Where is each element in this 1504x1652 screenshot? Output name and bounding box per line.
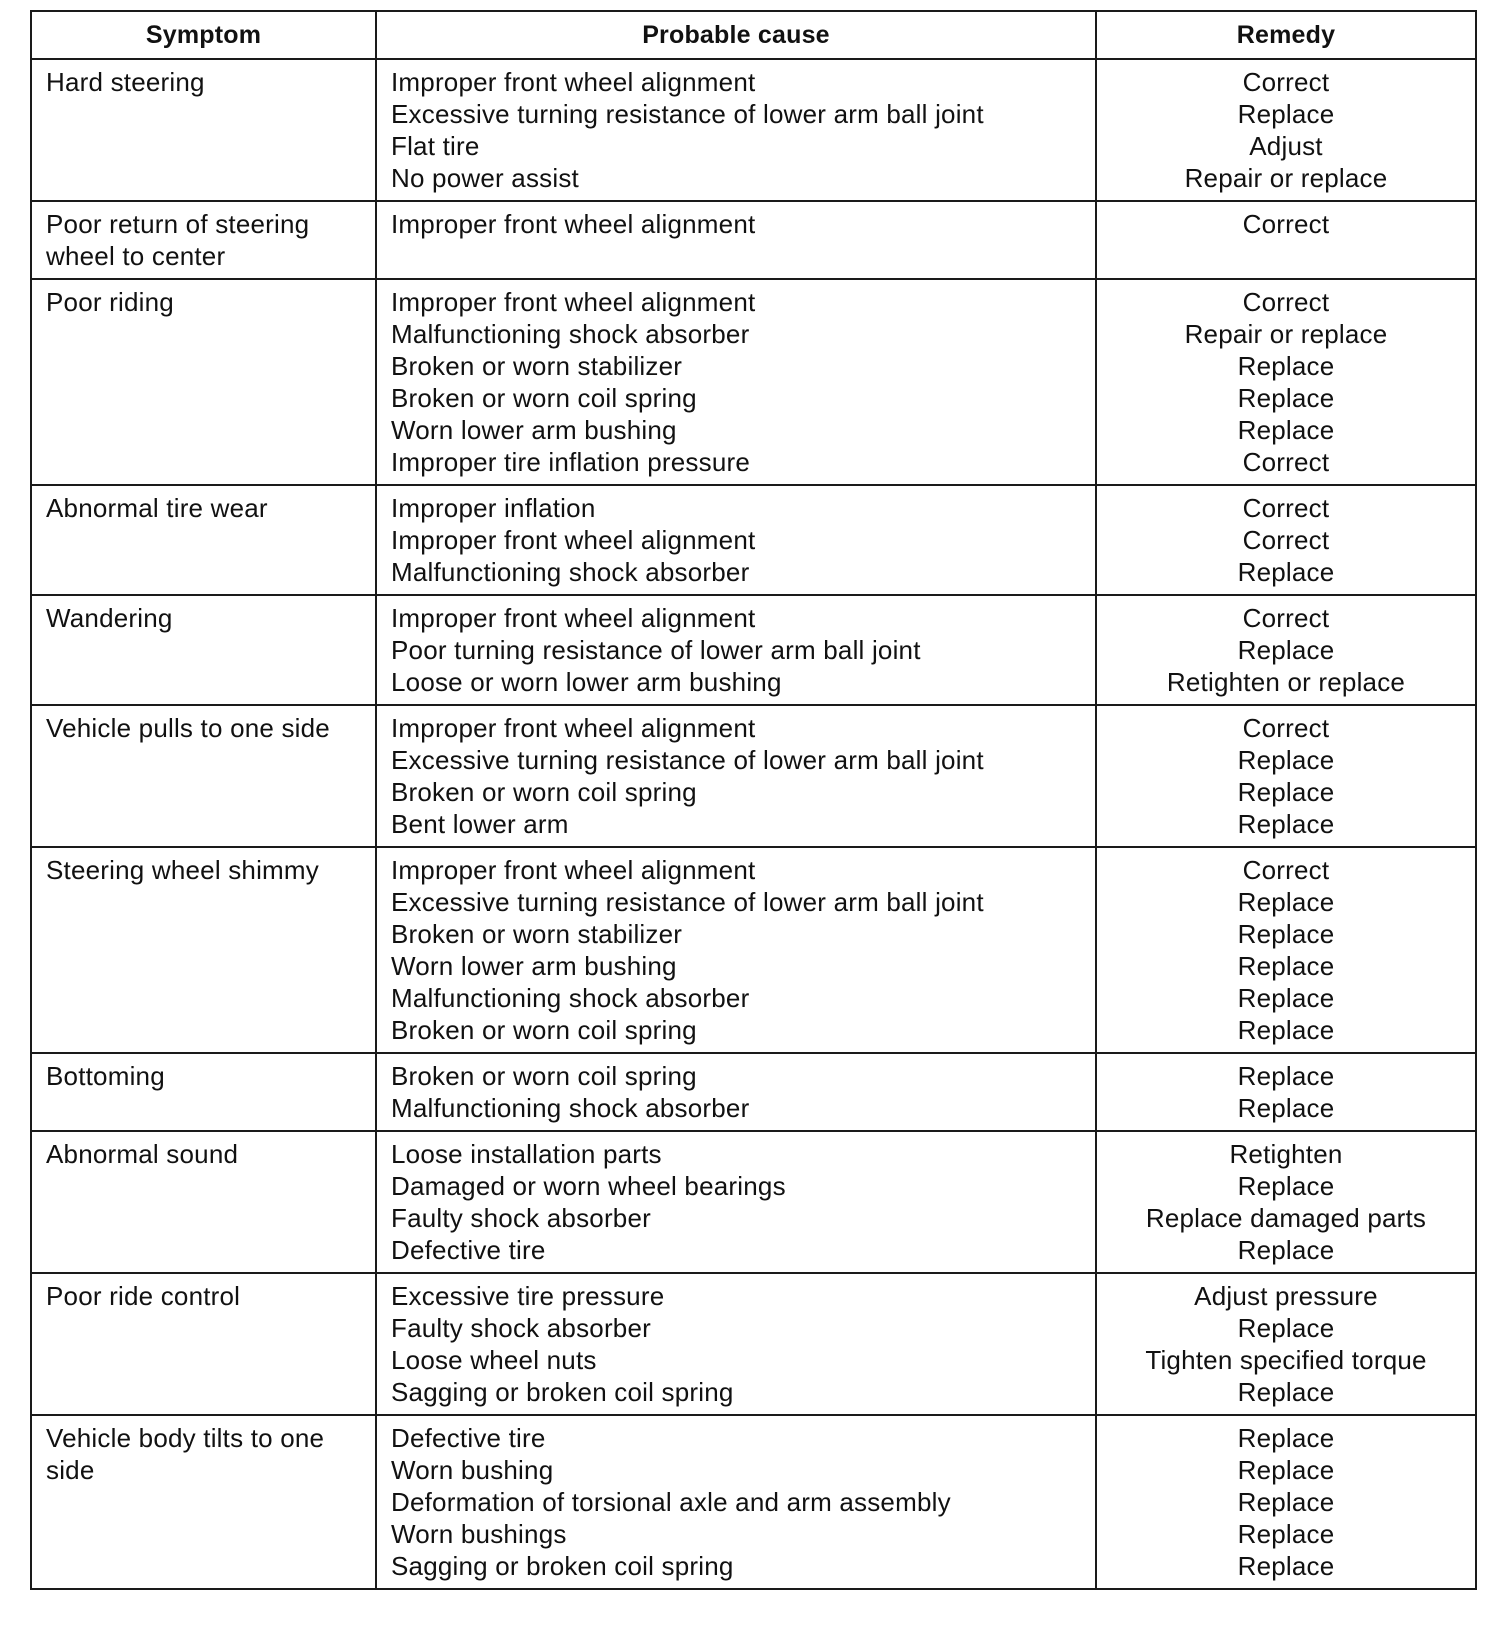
probable-cause-cell [376, 279, 1096, 485]
cause-item: Improper tire inflation pressure [391, 447, 750, 477]
cause-item: Broken or worn coil spring [391, 383, 697, 413]
cause-item: Broken or worn coil spring [391, 1061, 697, 1091]
symptom-text: Wandering [46, 603, 173, 633]
cause-item: Loose wheel nuts [391, 1345, 597, 1375]
cause-item: Worn bushing [391, 1455, 554, 1485]
remedy-item: Correct [1242, 525, 1330, 555]
table-row [31, 1415, 1476, 1589]
remedy-item: Replace [1237, 635, 1335, 665]
remedy-cell [1096, 847, 1476, 1053]
symptom-cell [31, 1053, 376, 1131]
probable-cause-cell [376, 595, 1096, 705]
table-row [31, 59, 1476, 201]
probable-cause-cell [376, 705, 1096, 847]
probable-cause-cell [376, 201, 1096, 279]
probable-cause-cell [376, 485, 1096, 595]
remedy-item: Replace [1237, 1093, 1335, 1123]
cause-item: Defective tire [391, 1423, 546, 1453]
cause-item: Sagging or broken coil spring [391, 1377, 734, 1407]
cause-item: Worn lower arm bushing [391, 951, 677, 981]
symptom-text: Poor riding [46, 287, 174, 317]
remedy-cell [1096, 705, 1476, 847]
symptom-text: Hard steering [46, 67, 205, 97]
cause-item: Broken or worn stabilizer [391, 351, 683, 381]
probable-cause-header: Probable cause [376, 11, 1096, 59]
symptom-cell [31, 595, 376, 705]
probable-cause-cell [376, 1415, 1096, 1589]
symptom-cell [31, 279, 376, 485]
probable-cause-cell [376, 1273, 1096, 1415]
table-row [31, 201, 1476, 279]
cause-item: Excessive tire pressure [391, 1281, 665, 1311]
remedy-cell [1096, 1415, 1476, 1589]
symptom-cell [31, 201, 376, 279]
table-row [31, 705, 1476, 847]
remedy-item: Correct [1242, 447, 1330, 477]
cause-item: Improper inflation [391, 493, 596, 523]
remedy-item: Replace [1237, 1015, 1335, 1045]
probable-cause-cell [376, 1131, 1096, 1273]
remedy-item: Replace [1237, 887, 1335, 917]
remedy-item: Correct [1242, 209, 1330, 239]
remedy-item: Replace [1237, 777, 1335, 807]
table-row [31, 485, 1476, 595]
symptom-text: Abnormal tire wear [46, 493, 268, 523]
remedy-item: Tighten specified torque [1145, 1345, 1427, 1375]
cause-item: Improper front wheel alignment [391, 525, 756, 555]
cause-item: Faulty shock absorber [391, 1313, 651, 1343]
table-row [31, 1131, 1476, 1273]
cause-item: Improper front wheel alignment [391, 855, 756, 885]
remedy-cell [1096, 59, 1476, 201]
cause-item: Flat tire [391, 131, 480, 161]
remedy-item: Replace [1237, 99, 1335, 129]
cause-item: Bent lower arm [391, 809, 569, 839]
remedy-item: Correct [1242, 855, 1330, 885]
cause-item: Excessive turning resistance of lower arm ball joint [391, 887, 984, 917]
remedy-item: Adjust [1249, 131, 1323, 161]
remedy-item: Replace [1237, 1377, 1335, 1407]
cause-item: Excessive turning resistance of lower arm ball joint [391, 745, 984, 775]
cause-item: Sagging or broken coil spring [391, 1551, 734, 1581]
symptom-text: Steering wheel shimmy [46, 855, 319, 885]
remedy-item: Repair or replace [1184, 163, 1388, 193]
cause-item: Malfunctioning shock absorber [391, 983, 750, 1013]
symptom-cell [31, 847, 376, 1053]
remedy-item: Repair or replace [1184, 319, 1388, 349]
cause-item: Worn lower arm bushing [391, 415, 677, 445]
remedy-item: Replace [1237, 1235, 1335, 1265]
remedy-item: Replace [1237, 809, 1335, 839]
remedy-cell [1096, 1053, 1476, 1131]
remedy-item: Replace damaged parts [1145, 1203, 1427, 1233]
remedy-header: Remedy [1096, 11, 1476, 59]
remedy-item: Replace [1237, 1171, 1335, 1201]
symptom-cell [31, 485, 376, 595]
remedy-item: Replace [1237, 1551, 1335, 1581]
cause-item: Broken or worn coil spring [391, 1015, 697, 1045]
symptom-cell [31, 705, 376, 847]
cause-item: Faulty shock absorber [391, 1203, 651, 1233]
troubleshooting-table [30, 10, 1477, 1590]
remedy-item: Replace [1237, 1487, 1335, 1517]
remedy-item: Replace [1237, 557, 1335, 587]
symptom-text: Vehicle body tilts to one side [46, 1423, 325, 1485]
cause-item: Excessive turning resistance of lower arm ball joint [391, 99, 984, 129]
table-row [31, 847, 1476, 1053]
remedy-item: Correct [1242, 287, 1330, 317]
cause-item: Defective tire [391, 1235, 546, 1265]
remedy-item: Replace [1237, 351, 1335, 381]
remedy-item: Correct [1242, 603, 1330, 633]
remedy-item: Replace [1237, 383, 1335, 413]
remedy-item: Retighten or replace [1166, 667, 1406, 697]
remedy-item: Replace [1237, 1313, 1335, 1343]
remedy-cell [1096, 1131, 1476, 1273]
symptom-header: Symptom [31, 11, 376, 59]
remedy-item: Adjust pressure [1194, 1281, 1378, 1311]
table-row [31, 1273, 1476, 1415]
remedy-cell [1096, 201, 1476, 279]
remedy-item: Correct [1242, 493, 1330, 523]
remedy-item: Replace [1237, 415, 1335, 445]
symptom-cell [31, 59, 376, 201]
cause-item: Malfunctioning shock absorber [391, 1093, 750, 1123]
cause-item: Poor turning resistance of lower arm ball joint [391, 635, 921, 665]
cause-item: Malfunctioning shock absorber [391, 319, 750, 349]
remedy-item: Retighten [1229, 1139, 1343, 1169]
symptom-text: Abnormal sound [46, 1139, 239, 1169]
table-body [31, 59, 1476, 1589]
remedy-item: Replace [1237, 1455, 1335, 1485]
cause-item: Improper front wheel alignment [391, 209, 756, 239]
symptom-cell [31, 1131, 376, 1273]
symptom-text: Poor return of steering wheel to center [46, 209, 310, 271]
remedy-item: Replace [1237, 919, 1335, 949]
cause-item: Loose installation parts [391, 1139, 662, 1169]
remedy-item: Replace [1237, 745, 1335, 775]
cause-item: Improper front wheel alignment [391, 287, 756, 317]
cause-item: Loose or worn lower arm bushing [391, 667, 782, 697]
probable-cause-cell [376, 847, 1096, 1053]
symptom-text: Poor ride control [46, 1281, 241, 1311]
remedy-cell [1096, 595, 1476, 705]
remedy-item: Replace [1237, 983, 1335, 1013]
remedy-cell [1096, 279, 1476, 485]
remedy-cell [1096, 485, 1476, 595]
cause-item: Worn bushings [391, 1519, 567, 1549]
probable-cause-cell [376, 59, 1096, 201]
symptom-text: Bottoming [46, 1061, 165, 1091]
cause-item: Malfunctioning shock absorber [391, 557, 750, 587]
remedy-item: Replace [1237, 1519, 1335, 1549]
symptom-text: Vehicle pulls to one side [46, 713, 330, 743]
cause-item: Deformation of torsional axle and arm assembly [391, 1487, 951, 1517]
symptom-cell [31, 1415, 376, 1589]
header-row [31, 11, 1476, 59]
remedy-item: Replace [1237, 1061, 1335, 1091]
cause-item: No power assist [391, 163, 579, 193]
cause-item: Improper front wheel alignment [391, 603, 756, 633]
probable-cause-cell [376, 1053, 1096, 1131]
table-row [31, 1053, 1476, 1131]
remedy-item: Replace [1237, 951, 1335, 981]
cause-item: Improper front wheel alignment [391, 67, 756, 97]
remedy-item: Correct [1242, 713, 1330, 743]
cause-item: Damaged or worn wheel bearings [391, 1171, 786, 1201]
remedy-item: Correct [1242, 67, 1330, 97]
cause-item: Improper front wheel alignment [391, 713, 756, 743]
table-row [31, 279, 1476, 485]
symptom-cell [31, 1273, 376, 1415]
remedy-item: Replace [1237, 1423, 1335, 1453]
cause-item: Broken or worn coil spring [391, 777, 697, 807]
remedy-cell [1096, 1273, 1476, 1415]
table-row [31, 595, 1476, 705]
cause-item: Broken or worn stabilizer [391, 919, 683, 949]
